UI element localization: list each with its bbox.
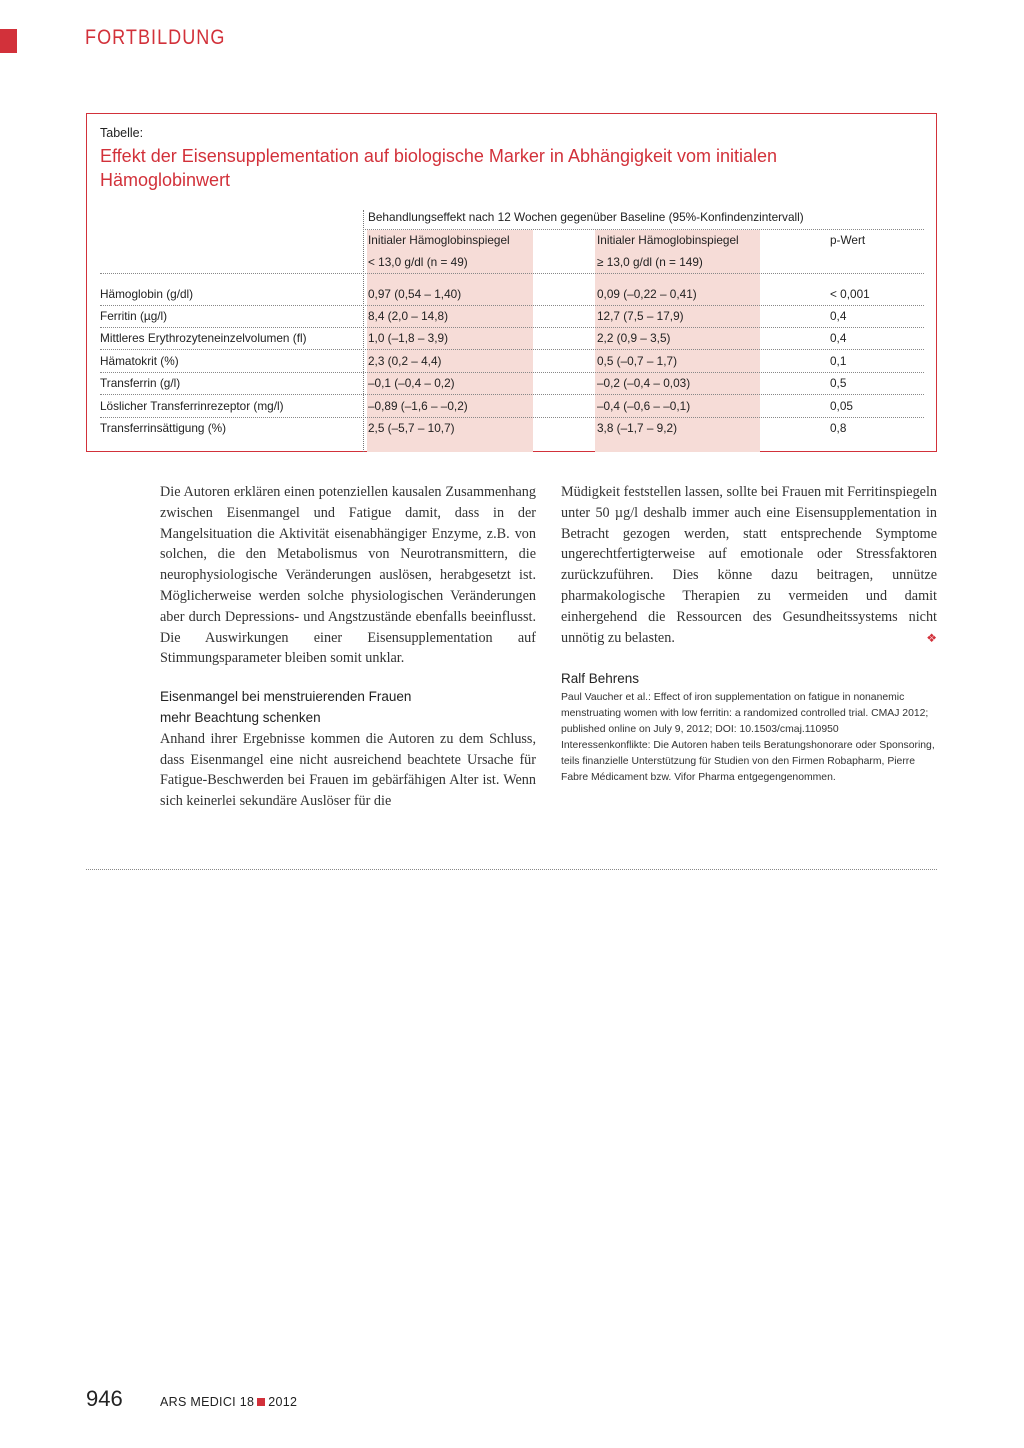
subheading [160,687,536,729]
journal-year: 2012 [268,1395,298,1409]
row-marker: Hämoglobin (g/dl) [100,287,194,301]
table-group-header: Behandlungseffekt nach 12 Wochen gegenüber Baseline (95%-Konfindenzintervall) [368,210,804,224]
row-high: 2,2 (0,9 – 3,5) [597,331,671,345]
page-number: 946 [86,1386,123,1411]
row-marker: Ferritin (µg/l) [100,309,168,323]
table-rule [100,273,924,274]
row-p: 0,05 [830,399,853,413]
reference: Paul Vaucher et al.: Effect of iron supplementation on fatigue in nonanemic menstruating women with low ferritin: a randomized controlled trial. CMAJ 2012; published online on July 9, 2012; DOI: 10.1503/cmaj.110950 [561,692,929,736]
row-marker: Hämatokrit (%) [100,354,179,368]
journal-title: ARS MEDICI 18 [160,1395,255,1409]
table-divider-vertical [363,210,364,452]
col-header-low-sub: < 13,0 g/dl (n = 49) [368,255,468,269]
body-paragraph: Anhand ihrer Ergebnisse kommen die Autoren zu dem Schluss, dass Eisenmangel eine nicht ausreichend beachtete Ursache für Fatigue-Beschwerden bei Frauen im gebärfähigen Alter ist. Wenn sich keinerlei sekundäre Auslöser für die [160,730,536,810]
row-low: –0,89 (–1,6 – –0,2) [368,399,468,413]
square-icon [257,1398,265,1406]
table-rule [100,372,924,373]
row-p: 0,4 [830,309,847,323]
body-paragraph: Die Autoren erklären einen potenziellen kausalen Zusammenhang zwischen Eisenmangel und Fatigue damit, dass in der Mangelsituation die Aktivität eisenabhängiger Enzyme, z.B. von solchen, die den Metabolismus von Neurotransmittern, die neurophysiologische Veränderungen auslösen, herabgesetzt ist. Möglicherweise werden solche physiologischen Veränderungen aber durch Depressions- und Angstzustände ebenfalls beeinflusst. Die Auswirkungen einer Eisensupplementation auf Stimmungsparameter bleiben somit unklar. [160,484,536,667]
col-header-high: Initialer Hämoglobinspiegel [597,233,739,247]
row-low: 8,4 (2,0 – 14,8) [368,309,449,323]
row-high: 12,7 (7,5 – 17,9) [597,309,684,323]
body-paragraph-text: Müdigkeit feststellen lassen, sollte bei Frauen mit Ferritinspiegeln unter 50 µg/l deshalb immer auch eine Eisensupplementation in Betracht gezogen werden, statt entsprechende Symptome ungerechtfertigterweise auf emotionale oder Stressfaktoren zurückzuführen. Dies könne dazu beitragen, unnütze pharmakologische Therapien zu vermeiden und damit einhergehend die Ressourcen des Gesundheitssystems nicht unnötig zu belasten. [561,484,937,646]
row-low: –0,1 (–0,4 – 0,2) [368,376,455,390]
col-header-high-sub: ≥ 13,0 g/dl (n = 149) [597,255,703,269]
journal-name [160,1395,297,1409]
section-marker [0,29,17,53]
row-low: 2,3 (0,2 – 4,4) [368,354,442,368]
col-header-low: Initialer Hämoglobinspiegel [368,233,510,247]
author-name: Ralf Behrens [561,671,640,687]
row-marker: Löslicher Transferrinrezeptor (mg/l) [100,399,284,413]
conflict-statement: Interessenkonflikte: Die Autoren haben teils Beratungshonorare oder Sponsoring, teils finanzielle Unterstützung für Studien von den Firmen Robapharm, Pierre Fabre Médicament bzw. Vifor Pharma entgegengenommen. [561,740,935,784]
col-header-p: p-Wert [830,233,866,247]
row-high: –0,4 (–0,6 – –0,1) [597,399,691,413]
row-marker: Transferrin (g/l) [100,376,181,390]
row-high: –0,2 (–0,4 – 0,03) [597,376,691,390]
row-p: 0,8 [830,421,847,435]
row-high: 0,5 (–0,7 – 1,7) [597,354,678,368]
row-high: 0,09 (–0,22 – 0,41) [597,287,697,301]
article-column-left [160,482,536,812]
row-low: 2,5 (–5,7 – 10,7) [368,421,455,435]
row-low: 1,0 (–1,8 – 3,9) [368,331,449,345]
table-rule [363,229,924,230]
article-column-right [561,482,937,786]
body-paragraph [561,482,937,648]
row-p: 0,1 [830,354,847,368]
row-p: 0,5 [830,376,847,390]
table-rule [100,349,924,350]
subheading-line: Eisenmangel bei menstruierenden Frauen [160,689,412,705]
row-p: < 0,001 [830,287,870,301]
row-marker: Mittleres Erythrozyteneinzelvolumen (fl) [100,331,307,345]
table-label: Tabelle: [100,126,144,140]
end-mark-icon: ❖ [926,630,937,645]
section-divider [86,869,937,870]
data-table [86,113,937,452]
subheading-line: mehr Beachtung schenken [160,709,321,725]
table-rule [100,394,924,395]
table-rule [100,327,924,328]
row-p: 0,4 [830,331,847,345]
table-title: Effekt der Eisensupplementation auf biologische Marker in Abhängigkeit vom initialen Hämoglobinwert [100,146,778,190]
table-rule [100,305,924,306]
section-heading: FORTBILDUNG [85,26,226,49]
table-rule [100,417,924,418]
row-high: 3,8 (–1,7 – 9,2) [597,421,678,435]
row-low: 0,97 (0,54 – 1,40) [368,287,462,301]
row-marker: Transferrinsättigung (%) [100,421,227,435]
